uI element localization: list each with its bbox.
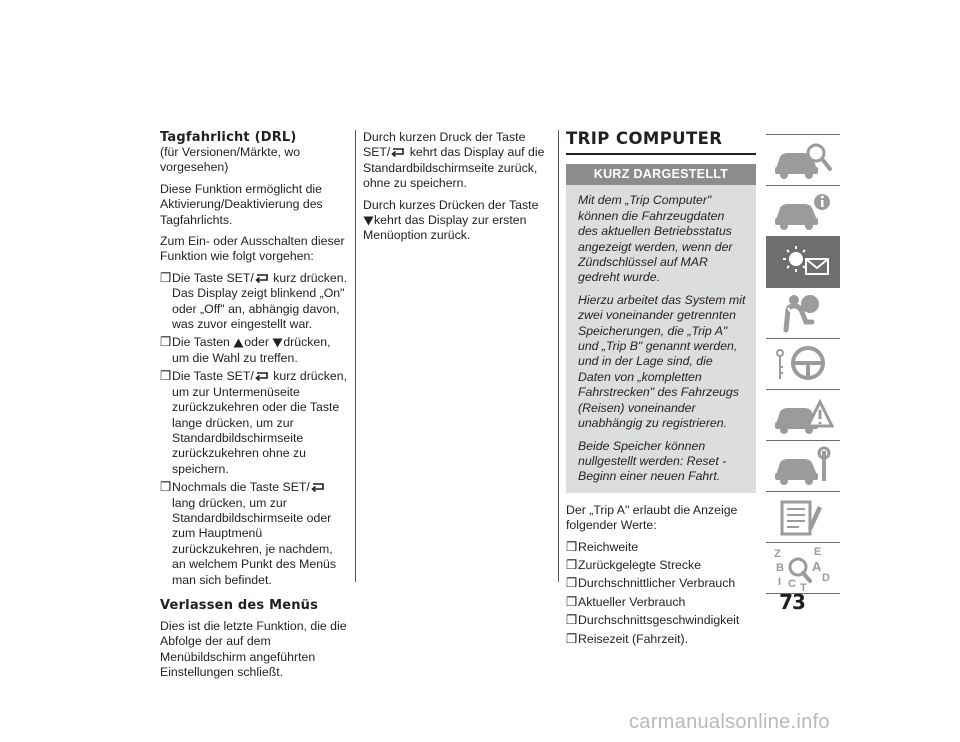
index-search-icon xyxy=(772,547,834,591)
tab-index[interactable] xyxy=(766,543,840,594)
step-text: Die Taste SET/ xyxy=(172,270,254,285)
down-key-paragraph xyxy=(363,198,548,244)
tab-maintenance[interactable] xyxy=(766,441,840,492)
trip-a-values-list xyxy=(566,540,756,647)
list-item xyxy=(566,576,756,591)
car-warning-icon xyxy=(772,394,834,436)
step-text: kurz drücken. Das Display zeigt blinkend „On" oder „Off" an, abhängig davon, was zuvor eingestellt war. xyxy=(172,270,348,332)
list-item-text: Reichweite xyxy=(578,539,639,554)
column-divider-2 xyxy=(558,130,559,582)
summary-banner: KURZ DARGESTELLT xyxy=(566,164,756,185)
step-text: drücken, um die Wahl zu treffen. xyxy=(172,335,331,365)
list-item-text: Aktueller Verbrauch xyxy=(578,594,686,609)
index-letter: Z xyxy=(774,548,781,560)
drl-paragraph-2: Zum Ein- oder Ausschalten dieser Funktion wie folgt vorgehen: xyxy=(160,234,345,264)
summary-paragraph-3: Beide Speicher können nullgestellt werden: Reset - Beginn einer neuen Fahrt. xyxy=(578,438,727,484)
summary-paragraph-1: Mit dem „Trip Computer" können die Fahrzeugdaten des aktuellen Betriebsstatus angezeigt werden, wenn der Zündschlüssel auf MAR gedreht wurde. xyxy=(578,193,733,285)
paragraph-text: Durch kurzes Drücken der Taste xyxy=(363,197,539,212)
summary-box xyxy=(566,185,756,492)
tab-lights-and-messages[interactable] xyxy=(766,237,840,288)
down-triangle-icon xyxy=(272,338,283,348)
specifications-list-icon xyxy=(772,496,834,538)
list-item-text: Reisezeit (Fahrzeit). xyxy=(578,631,689,646)
steering-wheel-key-icon xyxy=(772,343,834,385)
drl-availability-note: (für Versionen/Märkte, wo vorgesehen) xyxy=(160,145,301,175)
tab-safety[interactable] xyxy=(766,288,840,339)
car-search-icon xyxy=(772,139,834,181)
index-letter: B xyxy=(776,562,784,574)
checkbox-bullet-icon: ❒ xyxy=(160,270,172,285)
checkbox-bullet-icon: ❒ xyxy=(566,539,578,554)
trip-computer-title: TRIP COMPUTER xyxy=(566,129,723,148)
checkbox-bullet-icon: ❒ xyxy=(566,557,578,572)
tab-know-your-car[interactable] xyxy=(766,134,840,186)
index-letter: T xyxy=(800,582,807,591)
paragraph-text: kehrt das Display zur ersten Menüoption zurück. xyxy=(363,213,527,243)
drl-step-4 xyxy=(160,480,348,588)
step-text: lang drücken, um zur Standardbildschirmseite oder zum Hauptmenü zurückzukehren, je nachdem, an welchem Punkt des Menüs man sich befindet. xyxy=(172,495,337,587)
short-press-paragraph xyxy=(363,130,548,192)
list-item-text: Zurückgelegte Strecke xyxy=(578,557,702,572)
paragraph-text: Durch kurzen Druck der Taste SET/ xyxy=(363,130,526,160)
up-triangle-icon xyxy=(233,338,244,348)
checkbox-bullet-icon: ❒ xyxy=(160,335,172,350)
column-left xyxy=(160,130,348,687)
car-info-icon xyxy=(772,190,834,232)
tab-car-info[interactable] xyxy=(766,186,840,237)
drl-step-2 xyxy=(160,335,348,366)
page-number: 73 xyxy=(779,590,805,614)
summary-paragraph-2: Hierzu arbeitet das System mit zwei voneinander getrennten Speicherungen, die „Trip A" und „Trip B" genannt werden, und in der Lage sind, die Daten von „kompletten Fahrstrecken" des Fahrzeugs (Reisen) voneinander unabhängig zu registrieren. xyxy=(578,292,746,431)
list-item xyxy=(566,632,756,647)
column-middle xyxy=(363,130,548,250)
step-text: oder xyxy=(244,335,273,350)
tab-starting-and-driving[interactable] xyxy=(766,339,840,390)
exit-menu-heading: Verlassen des Menüs xyxy=(160,597,319,613)
index-letter: I xyxy=(778,576,782,588)
tab-specifications[interactable] xyxy=(766,492,840,543)
checkbox-bullet-icon: ❒ xyxy=(566,631,578,646)
return-arrow-icon xyxy=(254,372,270,382)
index-letter: D xyxy=(822,572,830,584)
down-triangle-icon xyxy=(363,216,374,226)
checkbox-bullet-icon: ❒ xyxy=(160,480,172,495)
checkbox-bullet-icon: ❒ xyxy=(160,369,172,384)
return-arrow-icon xyxy=(390,148,406,158)
checkbox-bullet-icon: ❒ xyxy=(566,613,578,628)
lights-message-icon xyxy=(772,241,834,283)
list-item-text: Durchschnittlicher Verbrauch xyxy=(578,576,736,591)
checkbox-bullet-icon: ❒ xyxy=(566,594,578,609)
step-text: kurz drücken, um zur Untermenüseite zurückzukehren oder die Taste lange drücken, um zur Standardbildschirmseite zurückzukehren ohne zu speichern. xyxy=(172,369,348,476)
drl-paragraph-1: Diese Funktion ermöglicht die Aktivierung/Deaktivierung des Tagfahrlichts. xyxy=(160,181,323,227)
list-item xyxy=(566,540,756,555)
step-text: Nochmals die Taste SET/ xyxy=(172,480,310,495)
drl-steps-list xyxy=(160,271,348,588)
index-letter: A xyxy=(812,559,822,574)
return-arrow-icon xyxy=(310,483,326,493)
column-right xyxy=(566,130,756,653)
list-item xyxy=(566,595,756,610)
chapter-tabs xyxy=(766,134,840,594)
drl-step-3 xyxy=(160,369,348,477)
airbag-person-icon xyxy=(772,292,834,334)
list-item-text: Durchschnittsgeschwindigkeit xyxy=(578,613,740,628)
drl-heading: Tagfahrlicht (DRL) xyxy=(160,130,297,145)
exit-menu-paragraph: Dies ist die letzte Funktion, die die Abfolge der auf dem Menübildschirm angeführten Einstellungen schließt. xyxy=(160,618,347,680)
paragraph-text: kehrt das Display auf die Standardbildschirmseite zurück, ohne zu speichern. xyxy=(363,145,545,191)
step-text: Die Taste SET/ xyxy=(172,369,254,384)
column-divider-1 xyxy=(355,130,356,582)
index-letter: C xyxy=(788,578,796,590)
list-item xyxy=(566,613,756,628)
car-wrench-icon xyxy=(772,445,834,487)
watermark: carmanualsonline.info xyxy=(629,711,830,733)
return-arrow-icon xyxy=(254,274,270,284)
checkbox-bullet-icon: ❒ xyxy=(566,576,578,591)
title-rule xyxy=(566,153,756,155)
step-text: Die Tasten xyxy=(172,335,234,350)
list-item xyxy=(566,558,756,573)
drl-step-1 xyxy=(160,271,348,333)
trip-a-intro: Der „Trip A" erlaubt die Anzeige folgender Werte: xyxy=(566,502,738,533)
tab-emergency[interactable] xyxy=(766,390,840,441)
index-letter: E xyxy=(814,547,822,558)
